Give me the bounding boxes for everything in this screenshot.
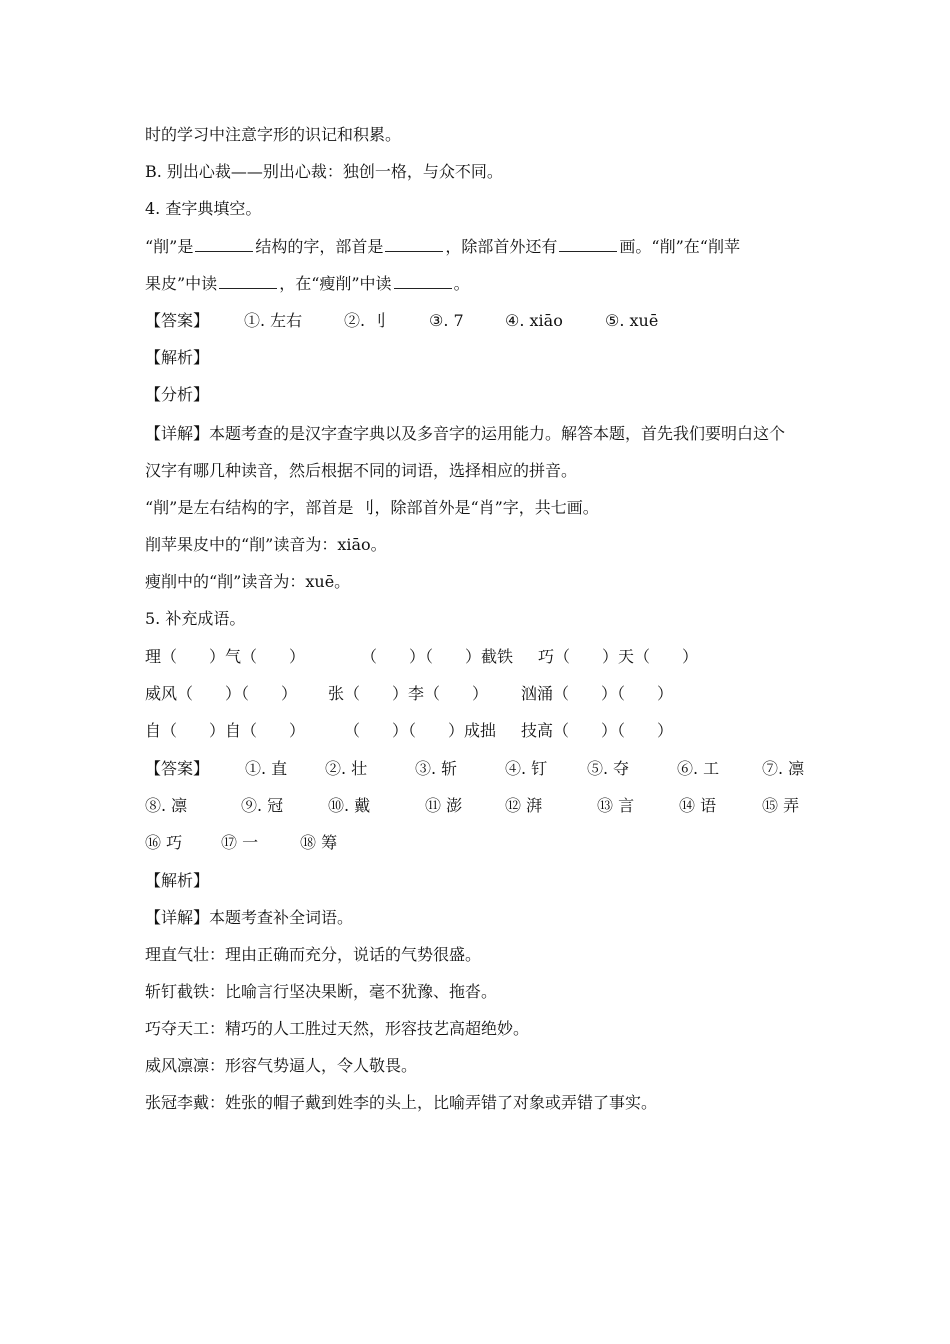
detail-text: 削苹果皮中的“削”读音为：xiāo。: [145, 535, 387, 554]
answer-item: ②. 壮: [325, 759, 368, 778]
fill-blank: [219, 272, 277, 289]
answer-item: ①. 直: [245, 759, 288, 778]
prompt-text: ，在“瘦削”中读: [279, 274, 392, 293]
detail-text: 理直气壮：理由正确而充分，说话的气势很盛。: [145, 945, 482, 964]
prompt-text: 果皮”中读: [145, 274, 218, 293]
answer-label: 【答案】: [145, 759, 210, 778]
text-line: B. 别出心裁——别出心裁：独创一格，与众不同。: [145, 162, 503, 181]
answer-item: ⑭ 语: [679, 796, 717, 815]
idiom-item: 技高（ ）（ ）: [521, 721, 674, 740]
answer-item: ⑤. xuē: [605, 311, 659, 330]
question-4-answer: [145, 309, 810, 333]
question-4-title: 4. 查字典填空。: [145, 199, 262, 218]
idiom-item: 张（ ）李（ ）: [328, 684, 489, 703]
fill-blank: [559, 235, 617, 252]
detail-text: 斩钉截铁：比喻言行坚决果断，毫不犹豫、拖沓。: [145, 982, 498, 1001]
detail-text: 巧夺天工：精巧的人工胜过天然，形容技艺高超绝妙。: [145, 1019, 530, 1038]
answer-item: ⑯ 巧: [145, 833, 183, 852]
fill-blank: [195, 235, 253, 252]
detail-text: 威风凛凛：形容气势逼人，令人敬畏。: [145, 1056, 418, 1075]
idiom-item: （ ）（ ）截铁: [361, 647, 514, 666]
prompt-text: ，除部首外还有: [445, 237, 558, 256]
idiom-item: 自（ ）自（ ）: [145, 721, 306, 740]
answer-item: ⑧. 凛: [145, 796, 188, 815]
question-5-answer-row: [145, 794, 810, 818]
answer-item: ⑩. 戴: [328, 796, 371, 815]
question-5-answer-row: [145, 757, 810, 781]
answer-item: ⑰ 一: [221, 833, 259, 852]
idiom-item: 汹涌（ ）（ ）: [521, 684, 674, 703]
detail-text: “削”是左右结构的字，部首是 刂，除部首外是“肖”字，共七画。: [145, 498, 599, 517]
idiom-row: [145, 645, 810, 669]
answer-item: ⑤. 夺: [587, 759, 630, 778]
prompt-text: 结构的字，部首是: [255, 237, 384, 256]
prompt-text: 。: [453, 274, 470, 293]
answer-item: ⑱ 筹: [300, 833, 338, 852]
idiom-item: 巧（ ）天（ ）: [538, 647, 699, 666]
answer-item: ④. 钉: [505, 759, 548, 778]
answer-item: ⑨. 冠: [241, 796, 284, 815]
question-5-answer-row: [145, 831, 810, 855]
answer-item: ⑪ 澎: [425, 796, 463, 815]
answer-item: ⑮ 弄: [762, 796, 800, 815]
detail-text: 【详解】本题考查补全词语。: [145, 908, 354, 927]
fenxi-label: 【分析】: [145, 385, 210, 404]
answer-item: ⑦. 凛: [762, 759, 805, 778]
detail-text: 瘦削中的“削”读音为：xuē。: [145, 572, 351, 591]
fill-blank: [385, 235, 443, 252]
answer-item: ⑫ 湃: [505, 796, 543, 815]
answer-item: ④. xiāo: [505, 311, 563, 330]
analysis-label: 【解析】: [145, 348, 210, 367]
idiom-item: 理（ ）气（ ）: [145, 647, 306, 666]
answer-label: 【答案】: [145, 311, 210, 330]
idiom-item: （ ）（ ）成拙: [344, 721, 497, 740]
question-5-title: 5. 补充成语。: [145, 609, 246, 628]
analysis-label: 【解析】: [145, 871, 210, 890]
prompt-text: “削”是: [145, 237, 194, 256]
answer-item: ③. 斩: [415, 759, 458, 778]
text-line: 时的学习中注意字形的识记和积累。: [145, 125, 402, 144]
answer-item: ①. 左右: [244, 311, 303, 330]
detail-text: 张冠李戴：姓张的帽子戴到姓李的头上，比喻弄错了对象或弄错了事实。: [145, 1093, 658, 1112]
answer-item: ②. 刂: [344, 311, 387, 330]
question-4-prompt-line-1: [145, 235, 810, 259]
answer-item: ⑥. 工: [677, 759, 720, 778]
fill-blank: [394, 272, 452, 289]
question-4-prompt-line-2: [145, 272, 810, 296]
answer-item: ③. 7: [429, 311, 464, 330]
detail-text: 汉字有哪几种读音，然后根据不同的词语，选择相应的拼音。: [145, 461, 578, 480]
prompt-text: 画。“削”在“削苹: [619, 237, 740, 256]
idiom-item: 威风（ ）（ ）: [145, 684, 298, 703]
idiom-row: [145, 682, 810, 706]
idiom-row: [145, 719, 810, 743]
answer-item: ⑬ 言: [597, 796, 635, 815]
detail-text: 【详解】本题考查的是汉字查字典以及多音字的运用能力。解答本题，首先我们要明白这个: [145, 424, 786, 443]
